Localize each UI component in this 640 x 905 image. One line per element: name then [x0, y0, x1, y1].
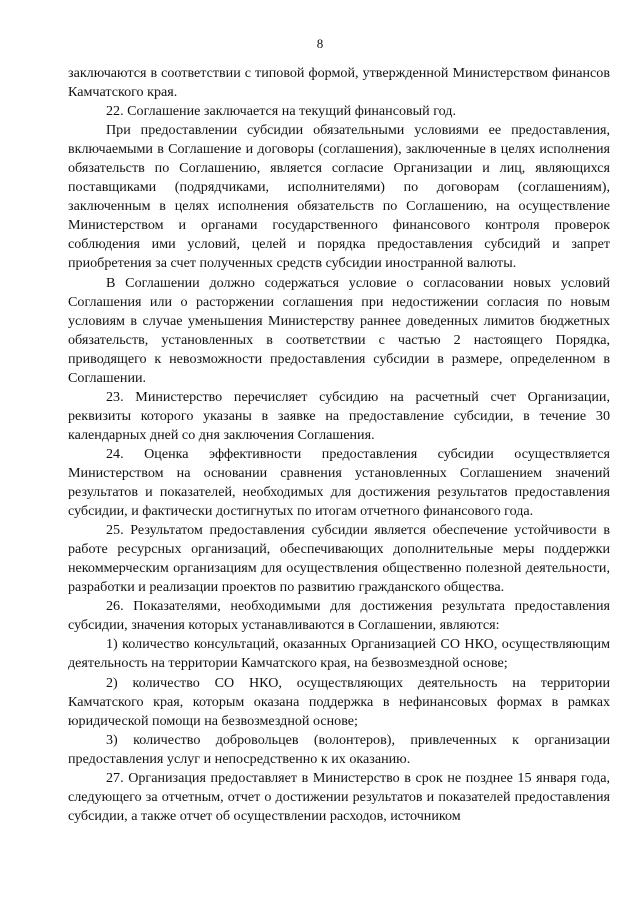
- list-item-2: 2) количество СО НКО, осуществляющих деятельность на территории Камчатского края, которым оказана поддержка в нефинансовых формах в рамках юридической помощи на безвозмездной основе;: [68, 674, 610, 729]
- paragraph-24: 24. Оценка эффективности предоставления субсидии осуществляется Министерством на основании сравнения установленных Соглашением значений результатов и показателей, необходимых для достижения результатов предоставления субсидии, и фактически достигнутых по итогам отчетного финансового года.: [68, 445, 610, 520]
- paragraph-22: 22. Соглашение заключается на текущий финансовый год.: [106, 103, 456, 120]
- paragraph-23: 23. Министерство перечисляет субсидию на расчетный счет Организации, реквизиты которого указаны в заявке на предоставление субсидии, в течение 30 календарных дней со дня заключения Соглашения.: [68, 388, 610, 443]
- paragraph-conditions: При предоставлении субсидии обязательными условиями ее предоставления, включаемыми в Соглашение и договоры (соглашения), заключенные в целях исполнения обязательств по Соглашению, является согласие Организации и лиц, являющихся поставщиками (подрядчиками, исполнителями) по договорам (соглашениям), заключенным в целях исполнения обязательств по Соглашению, на осуществление Министерством и органами государственного финансового контроля проверок соблюдения ими условий, целей и порядка предоставления субсидий и запрет приобретения за счет полученных средств субсидии иностранной валюты.: [68, 122, 610, 272]
- list-item-1: 1) количество консультаций, оказанных Организацией СО НКО, осуществляющим деятельность на территории Камчатского края, на безвозмездной основе;: [68, 636, 610, 672]
- list-item-3: 3) количество добровольцев (волонтеров), привлеченных к организации предоставления услуг и непосредственно к их оказанию.: [68, 731, 610, 767]
- paragraph-27: 27. Организация предоставляет в Министерство в срок не позднее 15 января года, следующего за отчетным, отчет о достижении результатов и показателей предоставления субсидии, а также отчет об осуществлении расходов, источником: [68, 769, 610, 824]
- page-number: 8: [316, 36, 324, 51]
- paragraph-26: 26. Показателями, необходимыми для достижения результата предоставления субсидии, значения которых устанавливаются в Соглашении, являются:: [68, 598, 610, 634]
- paragraph-continuation: заключаются в соответствии с типовой формой, утвержденной Министерством финансов Камчатского края.: [68, 65, 610, 101]
- document-body: [68, 64, 610, 826]
- paragraph-25: 25. Результатом предоставления субсидии является обеспечение устойчивости в работе ресурсных организаций, обеспечивающих дополнительные меры поддержки некоммерческим организациям для осуществления общественно полезной деятельности, разработки и реализации проектов по развитию гражданского общества.: [68, 522, 610, 596]
- paragraph-agreement-terms: В Соглашении должно содержаться условие о согласовании новых условий Соглашения или о расторжении соглашения при недостижении согласия по новым условиям в случае уменьшения Министерству раннее доведенных лимитов бюджетных обязательств, установленных в соответствии с частью 2 настоящего Порядка, приводящего к невозможности предоставления субсидии в размере, определенном в Соглашении.: [68, 274, 610, 386]
